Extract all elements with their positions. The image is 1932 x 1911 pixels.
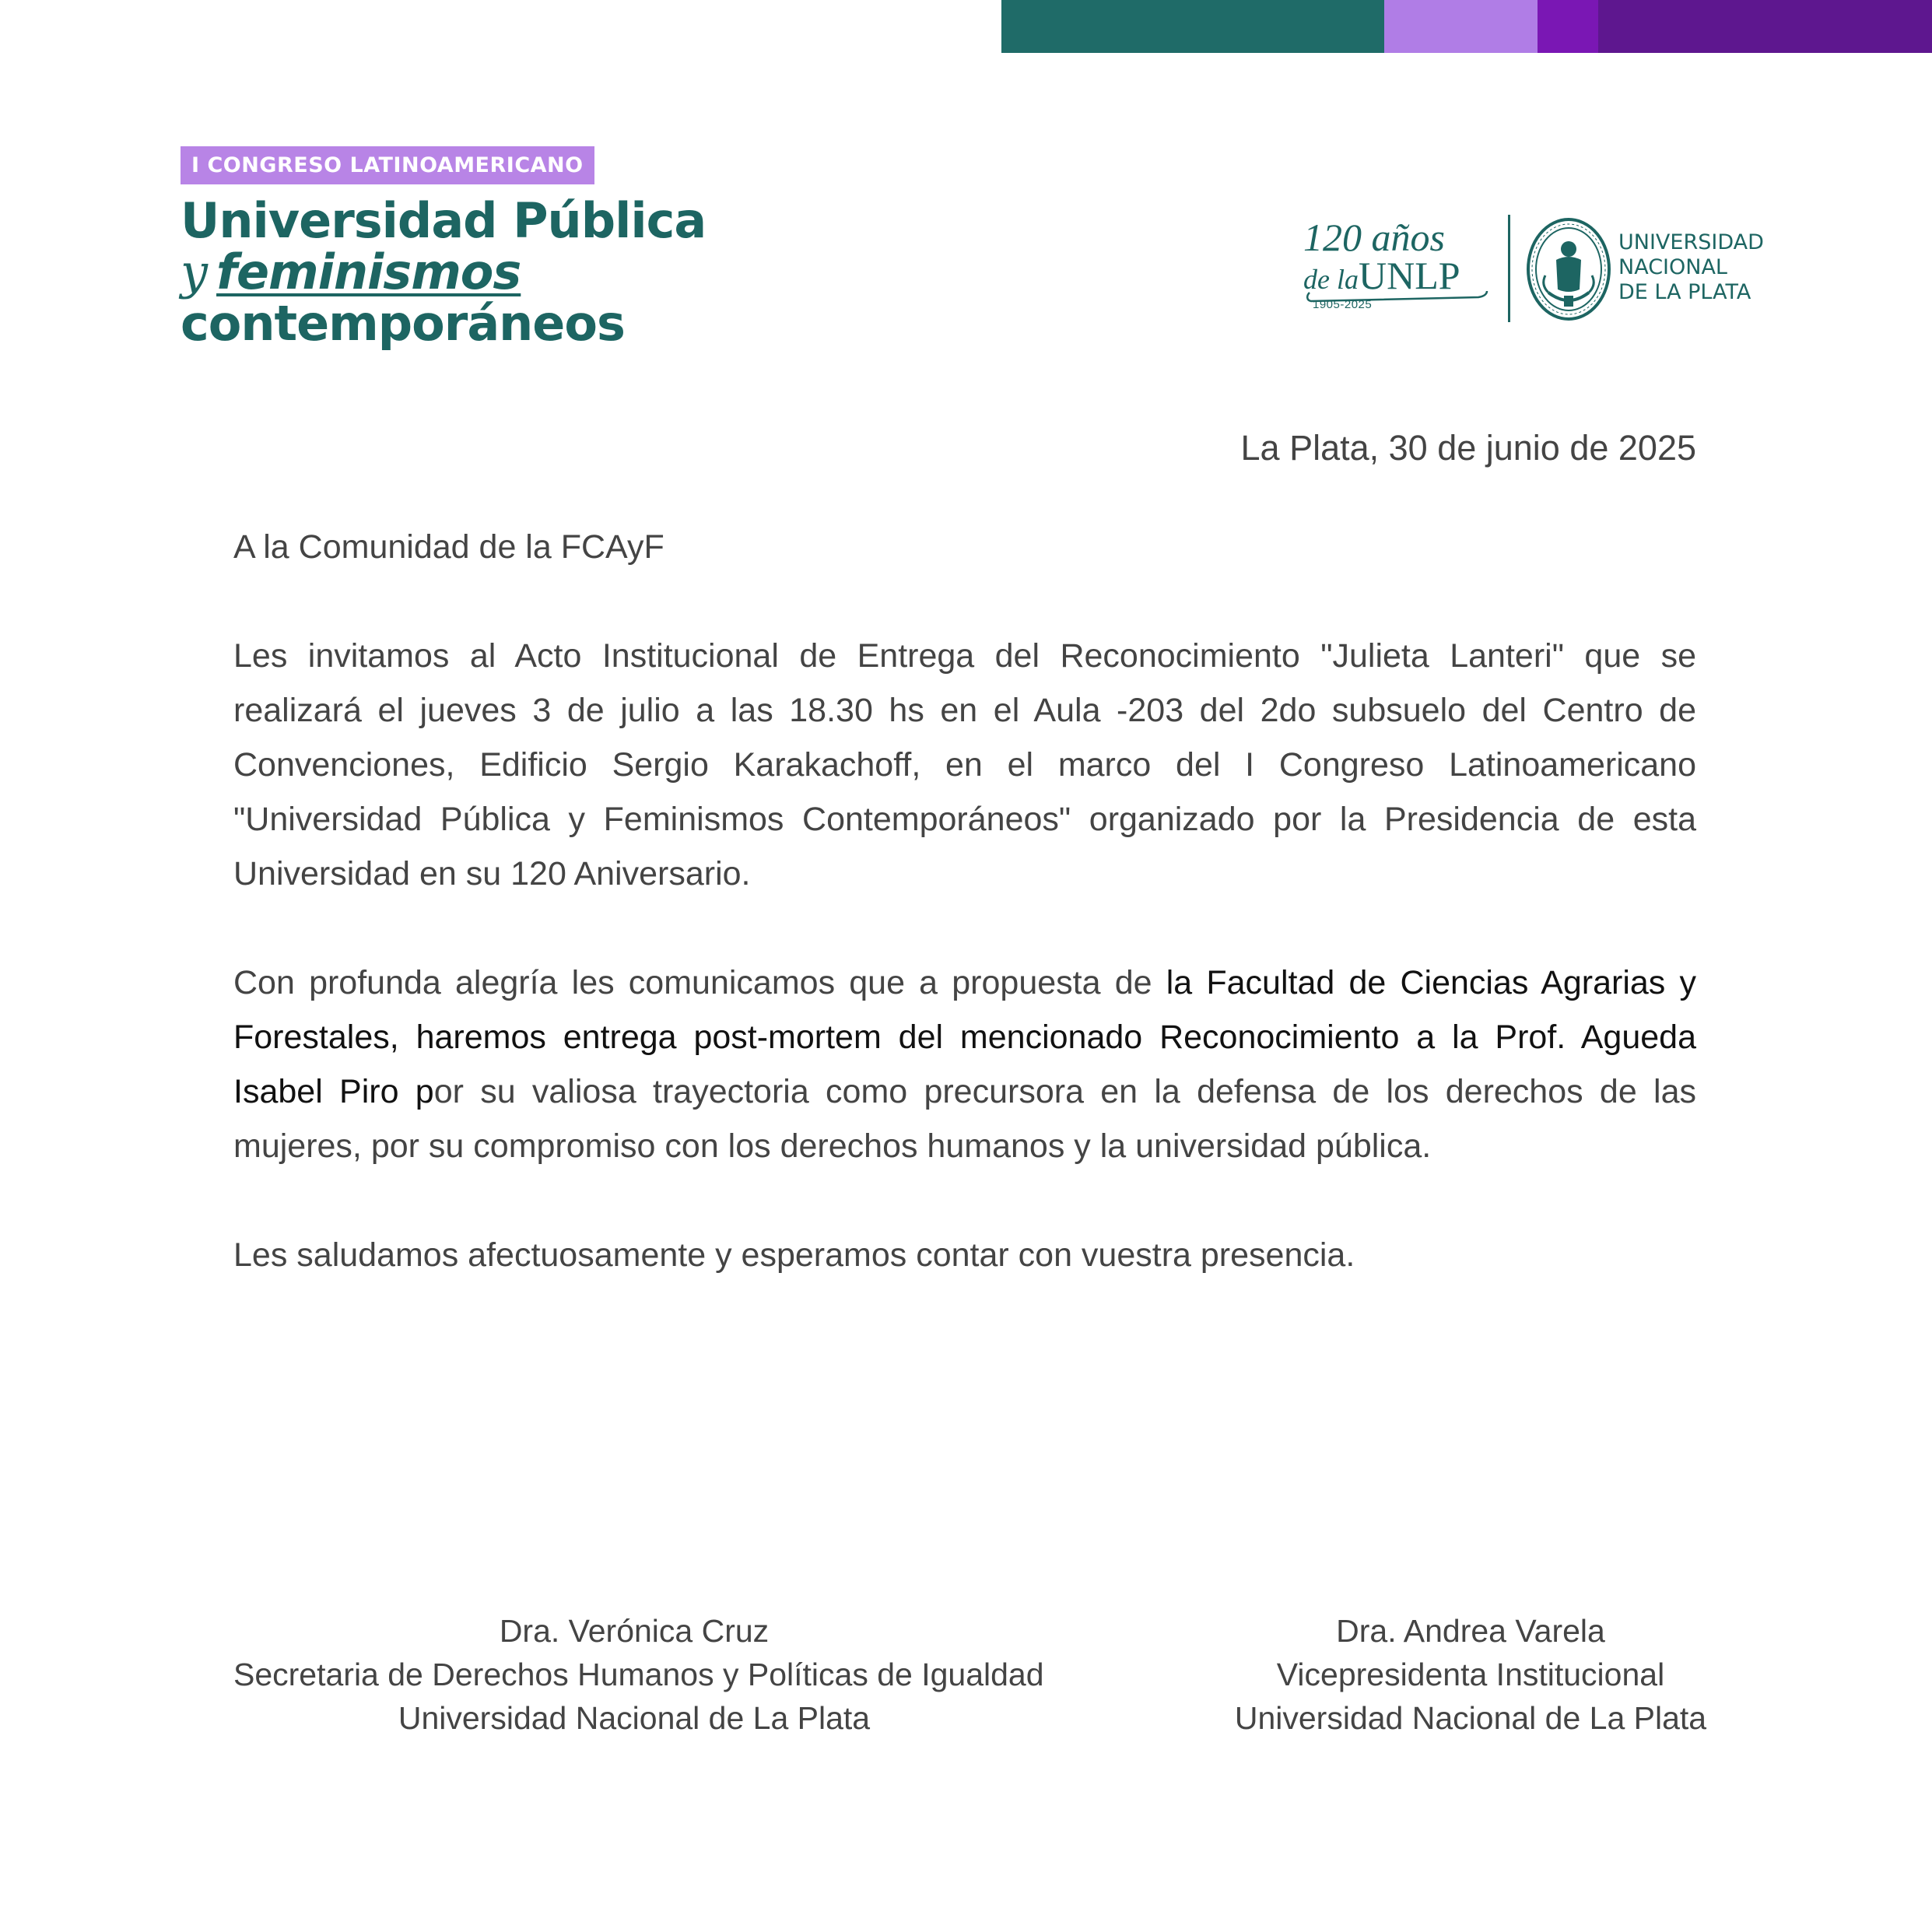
congress-logo (181, 146, 725, 352)
letter-date: La Plata, 30 de junio de 2025 (1240, 428, 1696, 468)
congress-badge: I CONGRESO LATINOAMERICANO (181, 146, 594, 184)
signature-name: Dra. Andrea Varela (1336, 1613, 1605, 1649)
congress-title-feminismos: feminismos (216, 244, 521, 300)
letter-body (233, 520, 1696, 1282)
unlp-logo (1303, 212, 1764, 328)
signature-role: Secretaria de Derechos Humanos y Políticas de Igualdad (233, 1657, 1044, 1692)
paragraph-2-emphasis: la Facultad de Ciencias Agrarias y Forestales, haremos entrega post-mortem del mencionado Reconocimiento a la Prof. Agueda Isabel Piro p (233, 964, 1696, 1110)
unlp-name-line3: DE LA PLATA (1618, 280, 1751, 304)
top-color-bar (1001, 0, 1932, 53)
paragraph-2-start: Con profunda alegría les comunicamos que a propuesta de (233, 964, 1166, 1001)
anniversary-unlp: UNLP (1358, 254, 1460, 297)
color-bar-violet (1538, 0, 1598, 53)
letter-salutation: A la Comunidad de la FCAyF (233, 528, 664, 566)
unlp-seal-icon (1525, 215, 1612, 324)
signature-institution: Universidad Nacional de La Plata (398, 1700, 871, 1736)
congress-title-line3: contemporáneos (181, 295, 625, 352)
logo-divider (1508, 215, 1510, 322)
letter-paragraph-1: Les invitamos al Acto Institucional de Entrega del Reconocimiento "Julieta Lanteri" que se realizará el jueves 3 de julio a las 18.30 hs en el Aula -203 del 2do subsuelo del Centro de Convenciones, Edificio Sergio Karakachoff, en el marco del I Congreso Latinoamericano "Universidad Pública y Feminismos Contemporáneos" organizado por la Presidencia de esta Universidad en su 120 Aniversario. (233, 637, 1696, 892)
anniversary-de-la: de la (1303, 264, 1359, 295)
color-bar-lavender (1384, 0, 1538, 53)
signature-block-right (1198, 1609, 1743, 1740)
color-bar-purple (1598, 0, 1932, 53)
signature-name: Dra. Verónica Cruz (499, 1613, 770, 1649)
anniversary-years: 1905-2025 (1313, 298, 1373, 311)
letter-paragraph-2 (233, 956, 1696, 1173)
color-bar-teal (1001, 0, 1384, 53)
letter-closing: Les saludamos afectuosamente y esperamos contar con vuestra presencia. (233, 1236, 1355, 1274)
unlp-name-line1: UNIVERSIDAD (1618, 230, 1764, 254)
unlp-name (1618, 230, 1764, 305)
congress-title-y: y (181, 244, 208, 300)
signature-role: Vicepresidenta Institucional (1276, 1657, 1665, 1692)
congress-title-line1: Universidad Pública (181, 192, 707, 249)
anniversary-120-anios: 120 años (1303, 216, 1445, 259)
signature-institution: Universidad Nacional de La Plata (1234, 1700, 1707, 1736)
swoosh-icon (1303, 289, 1490, 305)
signature-block-left (233, 1609, 1044, 1740)
paragraph-2-end: or su valiosa trayectoria como precursora en la defensa de los derechos de las mujeres, por su compromiso con los derechos humanos y la universidad pública. (233, 1073, 1696, 1165)
congress-title-line2 (181, 244, 725, 300)
unlp-name-line2: NACIONAL (1618, 255, 1727, 279)
